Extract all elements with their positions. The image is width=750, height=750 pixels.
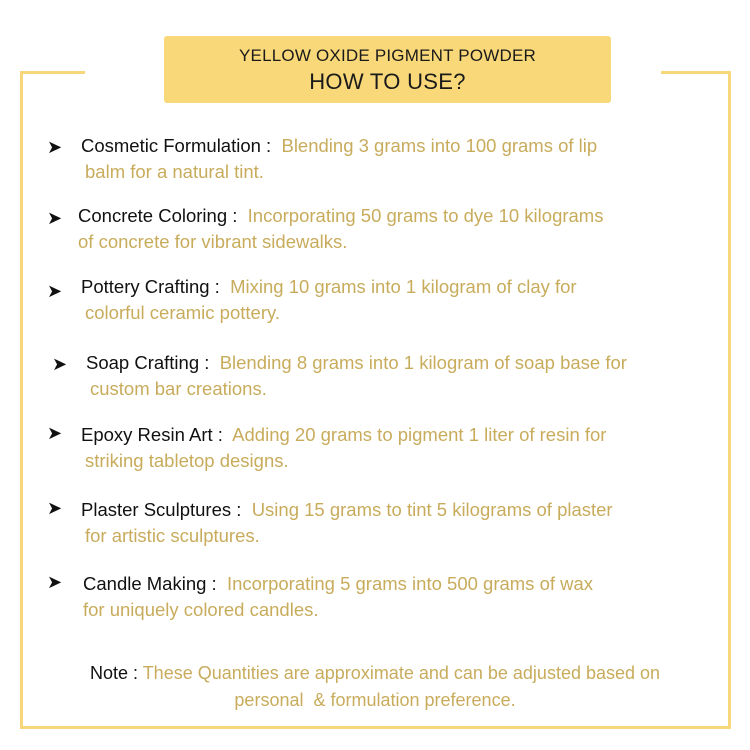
arrowhead-right-icon: ➤ — [47, 137, 63, 157]
arrowhead-right-icon: ➤ — [47, 423, 63, 443]
usage-description: Incorporating 50 grams to dye 10 kilograms — [247, 205, 604, 226]
note-label: Note : — [89, 663, 138, 683]
frame-border-bottom — [20, 726, 731, 729]
usage-item-pottery — [47, 274, 727, 330]
usage-item-cosmetic — [47, 133, 727, 189]
arrowhead-right-icon: ➤ — [47, 572, 63, 592]
page-title: HOW TO USE? — [309, 69, 466, 94]
usage-label: Cosmetic Formulation : — [81, 135, 272, 156]
arrowhead-right-icon: ➤ — [47, 208, 63, 228]
frame-border-left — [20, 71, 23, 729]
usage-description-cont: colorful ceramic pottery. — [85, 302, 280, 323]
usage-description: Adding 20 grams to pigment 1 liter of resin for — [232, 424, 607, 445]
usage-label: Plaster Sculptures : — [81, 499, 242, 520]
product-name: YELLOW OXIDE PIGMENT POWDER — [239, 46, 536, 65]
note-text: These Quantities are approximate and can be adjusted based on — [142, 663, 661, 683]
usage-label: Soap Crafting : — [86, 352, 210, 373]
usage-item-epoxy — [47, 422, 727, 478]
arrowhead-right-icon: ➤ — [47, 498, 63, 518]
usage-item-soap — [52, 350, 732, 406]
usage-label: Concrete Coloring : — [78, 205, 238, 226]
usage-label: Pottery Crafting : — [81, 276, 220, 297]
header-banner — [164, 36, 611, 103]
usage-description: Mixing 10 grams into 1 kilogram of clay for — [230, 276, 577, 297]
usage-item-concrete — [47, 203, 727, 259]
note-section — [30, 660, 720, 714]
usage-description-cont: of concrete for vibrant sidewalks. — [78, 231, 348, 252]
arrowhead-right-icon: ➤ — [47, 281, 63, 301]
usage-description-cont: custom bar creations. — [90, 378, 267, 399]
usage-item-candle — [47, 571, 727, 627]
arrowhead-right-icon: ➤ — [52, 354, 68, 374]
usage-item-plaster — [47, 497, 727, 553]
frame-border-top-left — [20, 71, 85, 74]
usage-description-cont: for uniquely colored candles. — [83, 599, 319, 620]
usage-description-cont: striking tabletop designs. — [85, 450, 289, 471]
usage-label: Epoxy Resin Art : — [81, 424, 223, 445]
usage-description: Blending 3 grams into 100 grams of lip — [281, 135, 598, 156]
usage-description: Incorporating 5 grams into 500 grams of wax — [226, 573, 594, 594]
usage-description-cont: balm for a natural tint. — [85, 161, 264, 182]
usage-description: Using 15 grams to tint 5 kilograms of plaster — [251, 499, 613, 520]
usage-description-cont: for artistic sculptures. — [85, 525, 260, 546]
usage-description: Blending 8 grams into 1 kilogram of soap base for — [219, 352, 627, 373]
frame-border-top-right — [661, 71, 731, 74]
usage-label: Candle Making : — [83, 573, 217, 594]
note-text-cont: personal & formulation preference. — [234, 690, 516, 710]
